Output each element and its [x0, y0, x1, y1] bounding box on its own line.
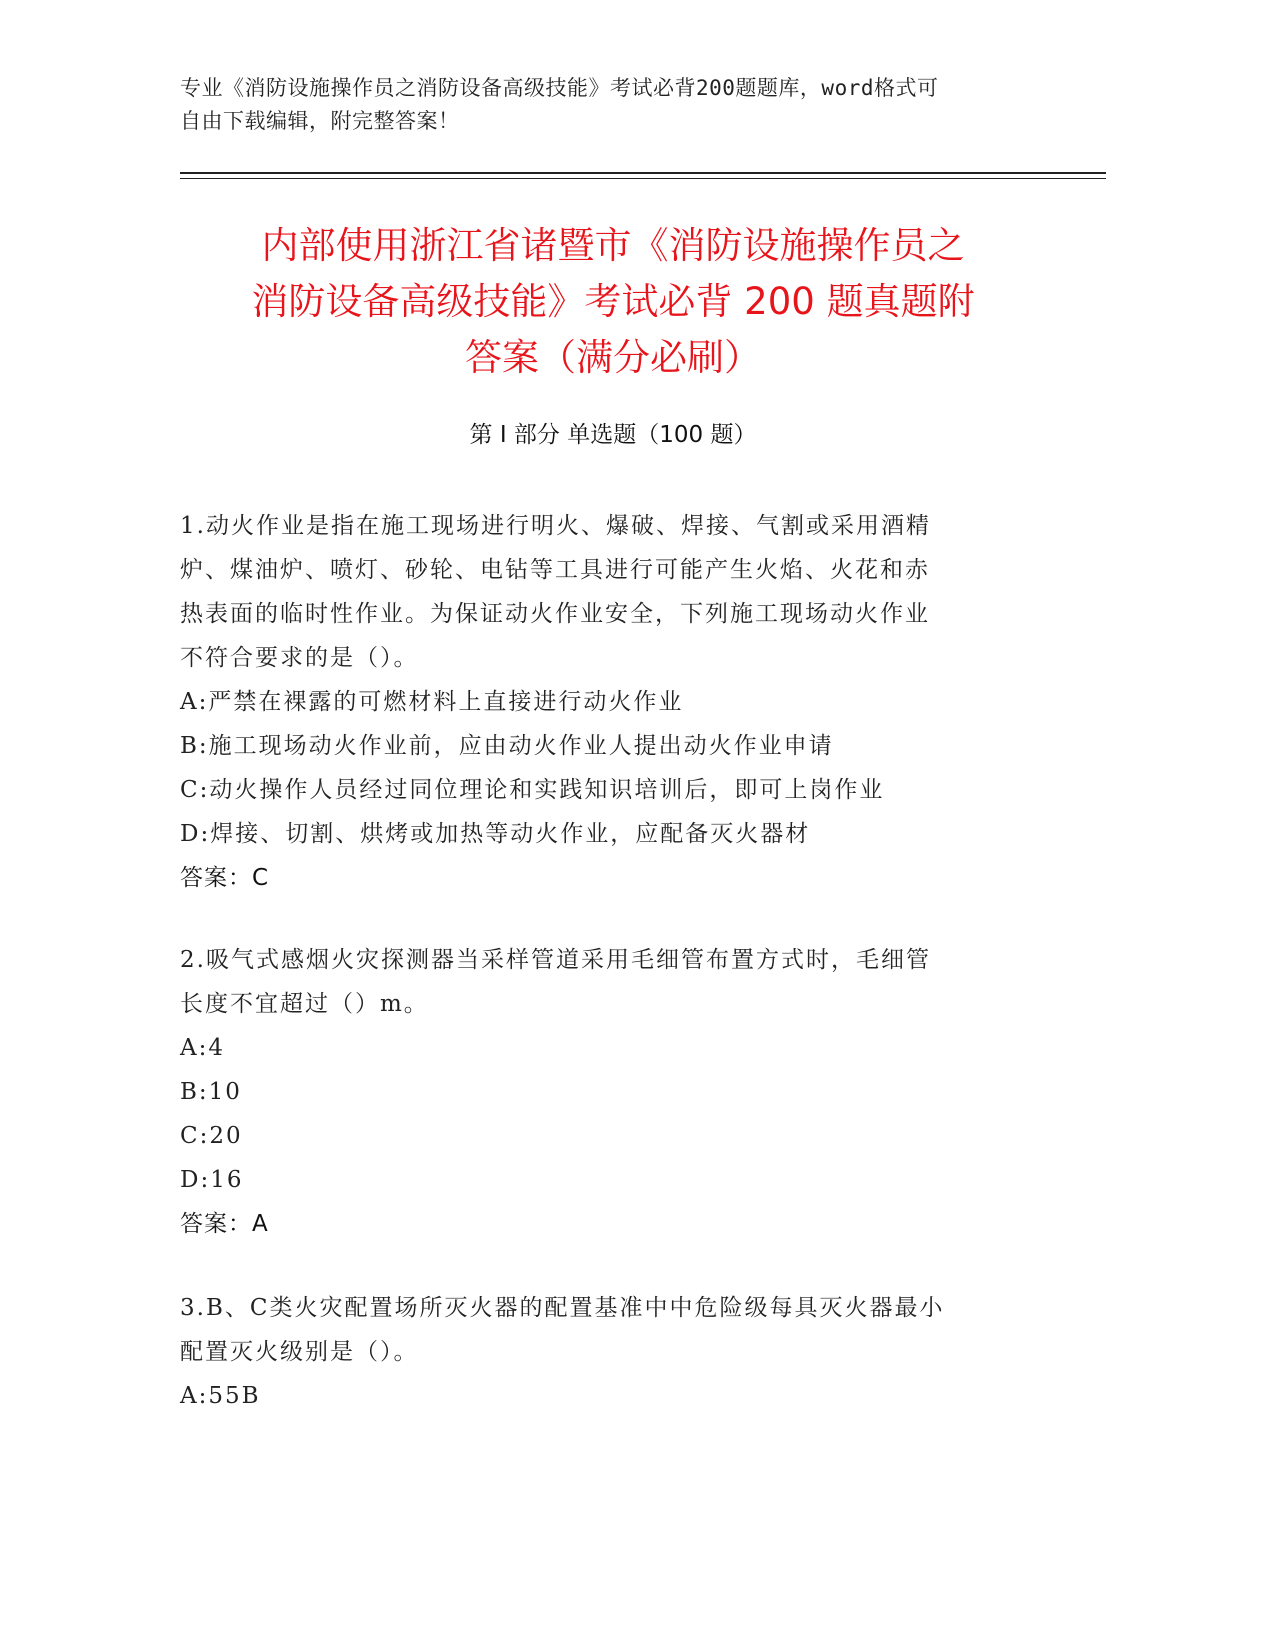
option-c: C:动火操作人员经过同位理论和实践知识培训后，即可上岗作业 — [180, 777, 885, 803]
option-b: B:施工现场动火作业前，应由动火作业人提出动火作业申请 — [180, 733, 834, 759]
option-d: D:16 — [180, 1167, 244, 1193]
option-a: A:严禁在裸露的可燃材料上直接进行动火作业 — [180, 689, 684, 715]
header-rule-thick — [180, 172, 1106, 174]
question-stem-line: 2.吸气式感烟火灾探测器当采样管道采用毛细管布置方式时，毛细管 — [180, 947, 931, 973]
question-stem-line: 炉、煤油炉、喷灯、砂轮、电钻等工具进行可能产生火焰、火花和赤 — [180, 557, 930, 583]
answer-line: 答案：A — [180, 1211, 269, 1237]
question-stem-line: 3.B、C类火灾配置场所灭火器的配置基准中中危险级每具灭火器最小 — [180, 1295, 945, 1321]
question-3 — [180, 1286, 1020, 1418]
header-note — [180, 72, 1040, 138]
header-note-line: 专业《消防设施操作员之消防设备高级技能》考试必背200题题库，word格式可 — [180, 76, 939, 100]
option-b: B:10 — [180, 1079, 242, 1105]
option-a: A:4 — [180, 1035, 225, 1061]
option-c: C:20 — [180, 1123, 243, 1149]
option-a: A:55B — [180, 1383, 261, 1409]
section-heading: 第 I 部分 单选题（100 题） — [469, 422, 757, 448]
option-d: D:焊接、切割、烘烤或加热等动火作业，应配备灭火器材 — [180, 821, 811, 847]
document-title — [150, 218, 1076, 386]
header-rule-thin — [180, 178, 1106, 179]
question-stem-line: 1.动火作业是指在施工现场进行明火、爆破、焊接、气割或采用酒精 — [180, 513, 931, 539]
document-title-line: 答案（满分必刷） — [465, 336, 761, 379]
document-title-line: 内部使用浙江省诸暨市《消防设施操作员之 — [261, 224, 965, 267]
question-stem-line: 热表面的临时性作业。为保证动火作业安全，下列施工现场动火作业 — [180, 601, 930, 627]
question-stem-line: 配置灭火级别是（）。 — [180, 1339, 419, 1365]
question-1 — [180, 504, 1020, 900]
question-stem-line: 不符合要求的是（）。 — [180, 645, 419, 671]
question-stem-line: 长度不宜超过（）m。 — [180, 991, 429, 1017]
question-2 — [180, 938, 1020, 1246]
header-note-line: 自由下载编辑，附完整答案！ — [180, 109, 460, 133]
answer-line: 答案：C — [180, 865, 270, 891]
document-title-line: 消防设备高级技能》考试必背 200 题真题附 — [251, 280, 975, 323]
